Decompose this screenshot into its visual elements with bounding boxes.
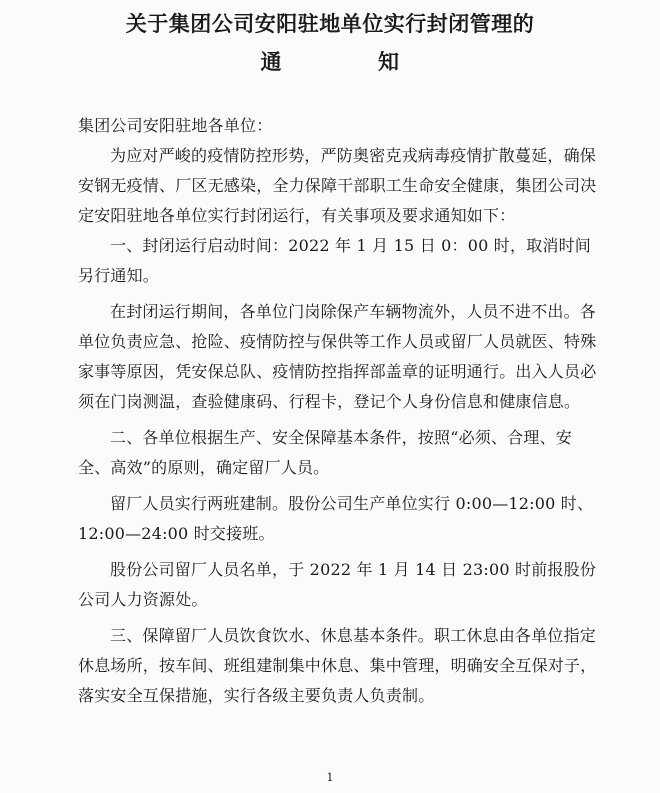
page-number: 1 bbox=[326, 771, 334, 784]
salutation: 集团公司安阳驻地各单位： bbox=[78, 116, 273, 135]
paragraph-shifts: 留厂人员实行两班建制。股份公司生产单位实行 0:00—12:00 时、12:00—24:00 时交接班。 bbox=[78, 494, 594, 543]
document-title-line1: 关于集团公司安阳驻地单位实行封闭管理的 bbox=[125, 12, 535, 36]
title-char-zhi: 知 bbox=[378, 50, 400, 74]
title-char-tong: 通 bbox=[260, 50, 282, 74]
paragraph-item-2: 二、各单位根据生产、安全保障基本条件，按照“必须、合理、安全、高效”的原则，确定留厂人员。 bbox=[78, 428, 572, 477]
paragraph-intro: 为应对严峻的疫情防控形势，严防奥密克戎病毒疫情扩散蔓延，确保安钢无疫情、厂区无感染，全力保障干部职工生命安全健康，集团公司决定安阳驻地各单位实行封闭运行，有关事项及要求通知如下： bbox=[78, 146, 597, 225]
paragraph-item-3: 三、保障留厂人员饮食饮水、休息基本条件。职工休息由各单位指定休息场所，按车间、班组建制集中休息、集中管理，明确安全互保对子，落实安全互保措施，实行各级主要负责人负责制。 bbox=[78, 626, 597, 705]
paragraph-closure-rules: 在封闭运行期间，各单位门岗除保产车辆物流外，人员不进不出。各单位负责应急、抢险、疫情防控与保供等工作人员或留厂人员就医、特殊家事等原因，凭安保总队、疫情防控指挥部盖章的证明通行。出入人员必须在门岗测温，查验健康码、行程卡，登记个人身份信息和健康信息。 bbox=[78, 302, 597, 411]
paragraph-item-1: 一、封闭运行启动时间：2022 年 1 月 15 日 0：00 时，取消时间另行通知。 bbox=[78, 236, 591, 285]
paragraph-roster-deadline: 股份公司留厂人员名单，于 2022 年 1 月 14 日 23:00 时前报股份公司人力资源处。 bbox=[78, 560, 597, 609]
document-body bbox=[78, 111, 604, 711]
document-title-line2 bbox=[0, 46, 660, 76]
